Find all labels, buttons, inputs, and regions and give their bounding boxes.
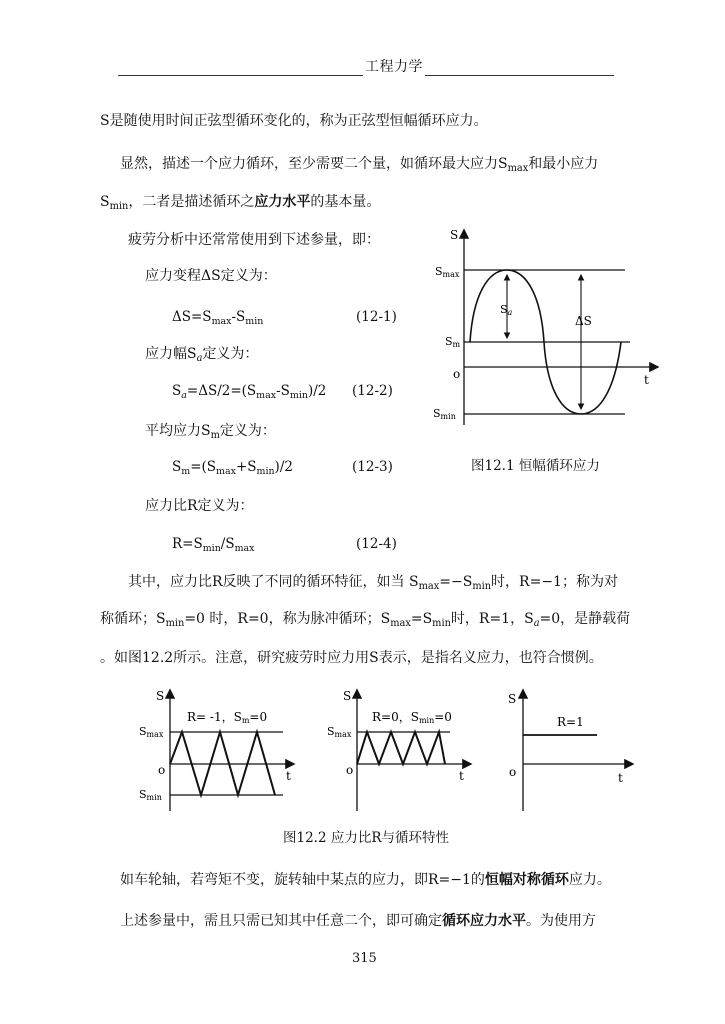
paragraph-2-line-1: 显然，描述一个应力循环，至少需要二个量，如循环最大应力$S_{max}$和最小应力 [120,156,599,174]
paragraph-7: 如车轮轴，若弯矩不变，旋转轴中某点的应力，即R=−1的恒幅对称循环应力。 [120,872,611,888]
svg-text:Smax: Smax [327,725,352,739]
page-number: 315 [352,951,377,966]
svg-text:t: t [618,771,623,785]
amplitude-label: 应力幅$S_a$定义为： [145,346,259,364]
svg-text:R=0，Smin=0: R=0，Smin=0 [372,710,452,725]
fig1-sm-label: Sm [445,335,461,349]
amplitude-eq-number: (12-2) [352,383,393,399]
range-label: 应力变程ΔS定义为： [145,268,277,284]
figure-12-1-caption: 图12.1 恒幅循环应力 [471,458,600,474]
ratio-eq-number: (12-4) [356,536,397,552]
range-equation: $\Delta S=S_{max}-S_{min}$ [172,309,264,327]
fig1-sa-label: Sa [500,303,513,317]
svg-text:t: t [459,769,464,783]
figure-12-2 [135,685,640,815]
paragraph-4: 其中，应力比R反映了不同的循环特征，如当 $S_{max}=-S_{min}$时，R=−1；称为对 [128,574,618,592]
fig1-ds-label: ΔS [575,314,592,328]
fig1-axis-x-label: t [644,373,649,387]
fig1-origin-label: o [453,367,461,381]
svg-text:R=1: R=1 [557,715,584,729]
mean-label: 平均应力$S_m$定义为： [145,423,276,441]
mean-equation: $S_m=(S_{max}+S_{min})/2$ [172,459,293,477]
fig2-graph-r-0 [327,689,470,811]
ratio-label: 应力比R定义为： [145,498,254,514]
paragraph-8: 上述参量中，需且只需已知其中任意二个，即可确定循环应力水平。为使用方 [120,913,596,929]
svg-text:o: o [346,763,354,777]
amplitude-equation: $S_a=\Delta S/2=(S_{max}-S_{min})/2$ [172,383,327,401]
svg-text:o: o [509,765,517,779]
header-title: 工程力学 [363,56,425,76]
fig1-smax-label: Smax [435,265,460,279]
svg-text:Smin: Smin [139,788,162,802]
paragraph-1: S是随使用时间正弦型循环变化的，称为正弦型恒幅循环应力。 [100,113,488,129]
figure-12-2-caption: 图12.2 应力比R与循环特性 [283,830,450,846]
paragraph-6: 。如图12.2所示。注意，研究疲劳时应力用S表示，是指名义应力，也符合惯例。 [100,650,603,666]
fig1-axis-y-label: S [450,228,459,242]
svg-text:R= -1，Sm=0: R= -1，Sm=0 [187,710,268,725]
paragraph-2-line-2: $S_{min}$，二者是描述循环之应力水平的基本量。 [100,194,381,212]
svg-text:S: S [508,692,517,706]
ratio-equation: $R=S_{min}/S_{max}$ [172,536,255,554]
fig2-graph-r-1 [508,691,632,811]
paragraph-5: 称循环；$S_{min}=0$ 时，R=0，称为脉冲循环；$S_{max}=S_{min}$时，R=1，$S_a=0$，是静载荷 [100,611,631,629]
svg-text:S: S [343,689,352,703]
paragraph-3: 疲劳分析中还常常使用到下述参量，即： [128,232,380,248]
fig2-graph-r-minus-1 [139,689,293,811]
svg-text:t: t [286,769,291,783]
range-eq-number: (12-1) [356,309,397,325]
fig1-smin-label: Smin [433,407,456,421]
mean-eq-number: (12-3) [352,459,393,475]
svg-text:o: o [158,763,166,777]
figure-12-1 [425,225,665,430]
svg-text:Smax: Smax [139,725,164,739]
svg-text:S: S [156,689,165,703]
